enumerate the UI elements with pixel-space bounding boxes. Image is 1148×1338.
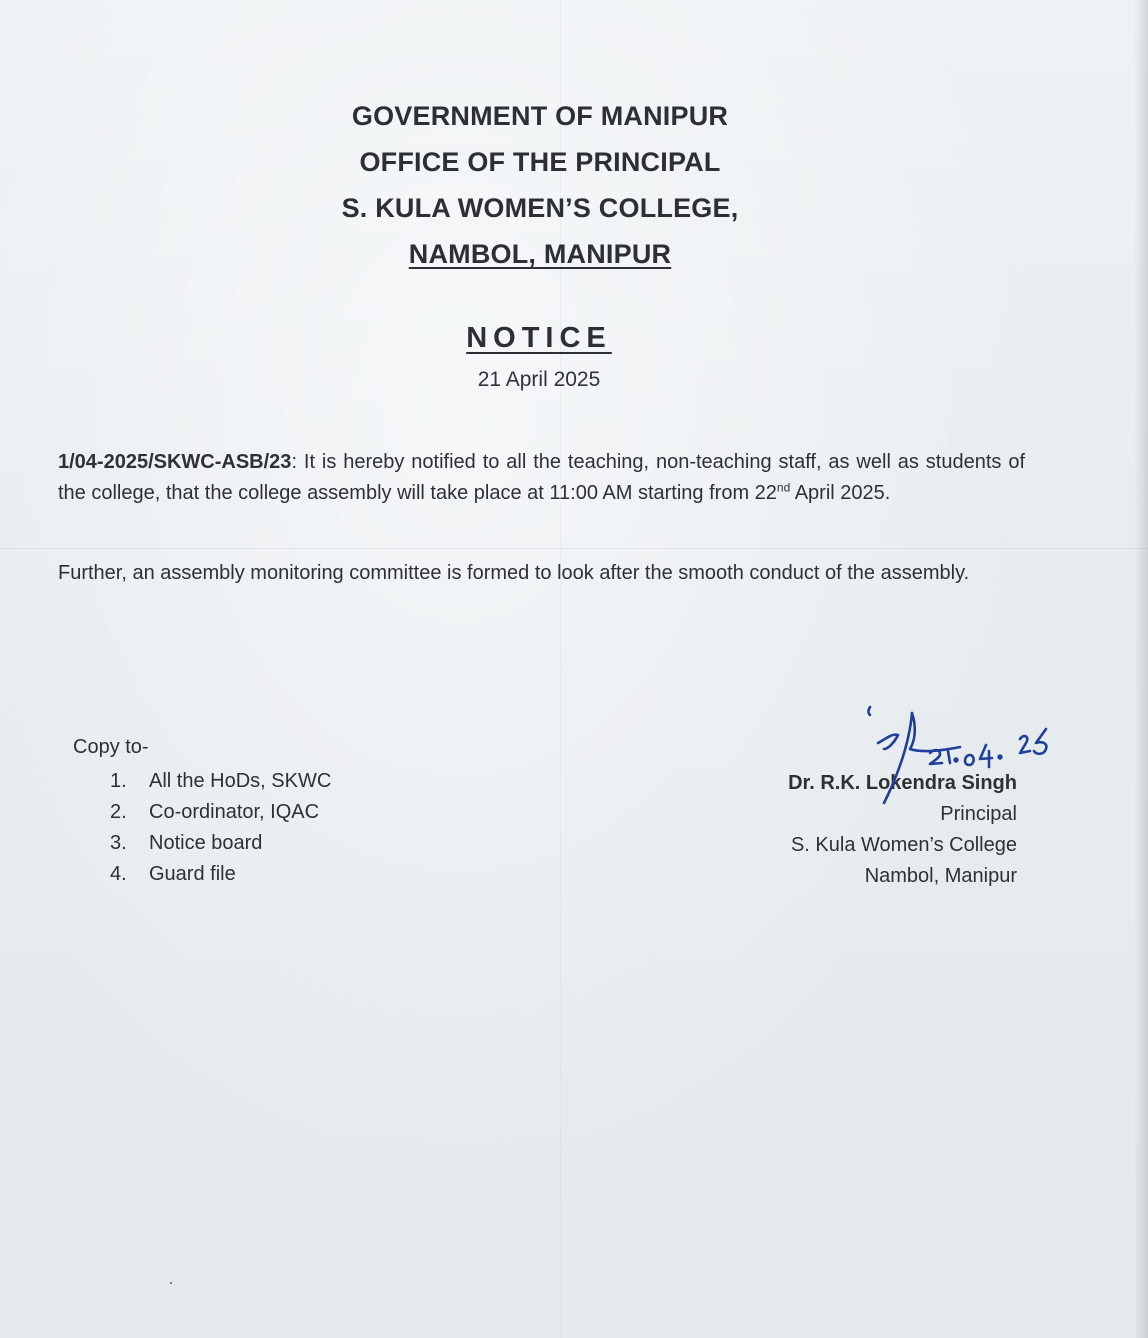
copy-to-item	[110, 859, 331, 890]
signature-date-digit	[948, 751, 950, 763]
signatory-place: Nambol, Manipur	[864, 865, 1017, 887]
reference-number: 1/04-2025/SKWC-ASB/23	[58, 451, 292, 473]
letterhead-place: NAMBOL, MANIPUR	[408, 239, 672, 269]
notice-date: 21 April 2025	[477, 368, 601, 391]
signatory-designation: Principal	[940, 803, 1017, 825]
copy-to-item-number: 3.	[110, 832, 127, 854]
copy-to-item	[110, 828, 331, 859]
signature-stroke	[878, 735, 898, 749]
copy-to-item-text: All the HoDs, SKWC	[149, 770, 332, 792]
handwritten-signature	[850, 695, 1080, 815]
signature-date-digit	[1020, 736, 1030, 753]
paragraph-1-end: April 2025.	[790, 482, 891, 504]
paper-edge-shadow	[1134, 0, 1148, 1338]
signatory-name: Dr. R.K. Lokendra Singh	[788, 772, 1017, 794]
signature-date-digit	[1034, 729, 1046, 754]
copy-to-item-text: Notice board	[149, 832, 263, 854]
paper-fold-line	[0, 548, 1148, 549]
copy-to-list	[110, 766, 331, 890]
copy-to-item-number: 1.	[110, 770, 127, 792]
signatory-college: S. Kula Women’s College	[790, 834, 1017, 856]
letterhead-college: S. KULA WOMEN’S COLLEGE,	[341, 193, 739, 223]
copy-to-item-number: 4.	[110, 863, 127, 885]
copy-to-label: Copy to-	[73, 736, 149, 758]
copy-to-item-text: Co-ordinator, IQAC	[149, 801, 320, 823]
signature-date-dot	[955, 759, 958, 762]
signature-stroke	[884, 713, 912, 803]
letterhead-office: OFFICE OF THE PRINCIPAL	[359, 147, 721, 177]
copy-to-item	[110, 797, 331, 828]
signature-date-dot	[999, 756, 1002, 759]
copy-to-item	[110, 766, 331, 797]
copy-to-item-number: 2.	[110, 801, 127, 823]
notice-paragraph-2: Further, an assembly monitoring committee is formed to look after the smooth conduct of the assembly.	[58, 562, 970, 584]
signature-date-digit	[980, 745, 992, 767]
signature-date-digit	[930, 750, 942, 764]
paragraph-1-text: : It is hereby notified to all the teaching, non-teaching staff, as well as students of the college, that the college assembly will take place at 11:00 AM starting from 22	[58, 451, 1025, 504]
ordinal-suffix: nd	[776, 480, 791, 495]
notice-paragraph-1	[58, 447, 1025, 509]
letterhead-government: GOVERNMENT OF MANIPUR	[351, 101, 729, 131]
signature-stroke	[910, 713, 960, 751]
notice-title: NOTICE	[466, 322, 612, 354]
letterhead	[0, 93, 1080, 277]
copy-to-item-text: Guard file	[149, 863, 236, 885]
signature-date-digit	[965, 755, 974, 765]
paper-speck	[170, 1282, 172, 1284]
signature-stroke	[869, 707, 871, 715]
